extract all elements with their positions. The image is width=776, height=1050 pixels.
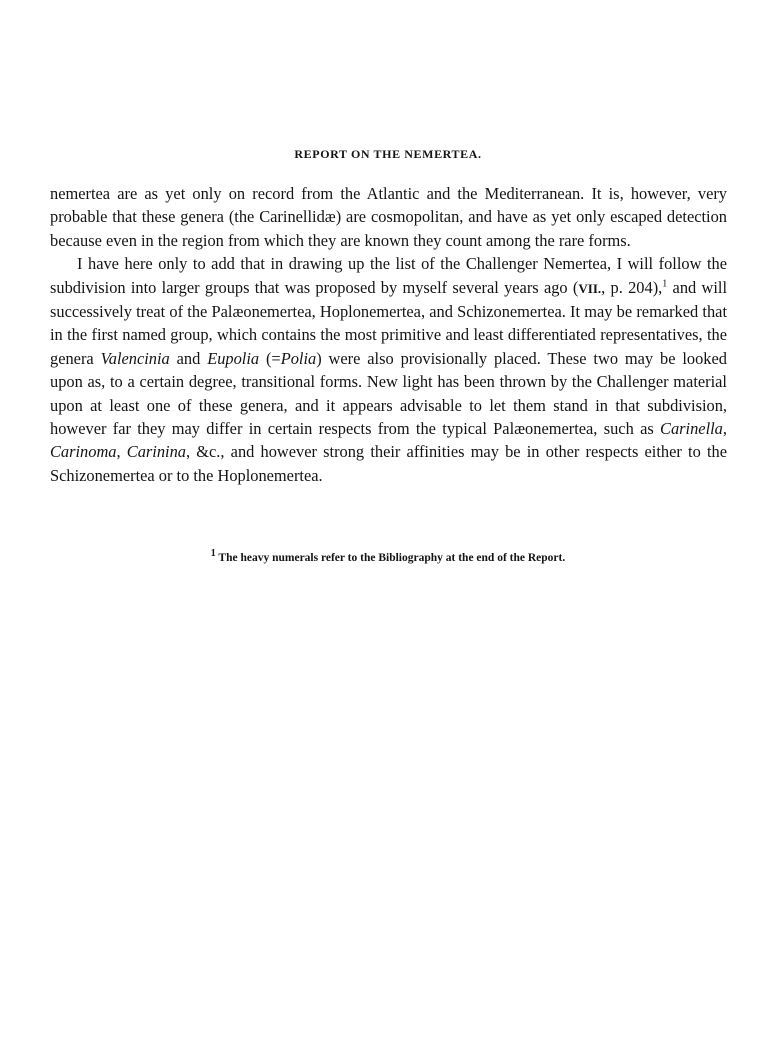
genus-name: Valencinia bbox=[100, 348, 170, 368]
text-run: , p. 204), bbox=[601, 277, 663, 297]
genus-name: Carinina bbox=[126, 442, 186, 462]
paragraph-continuation: nemertea are as yet only on record from the Atlantic and the Mediterranean. It is, however, very probable that these genera (the Carinellidæ) are cosmopolitan, and have as yet only escaped detection because even in the region from which they are known they count among the rare forms. bbox=[50, 184, 727, 250]
text-run: I have here only to add that in drawing up the list of the Challenger Nemertea, I will follow the subdivision into larger groups that was proposed by myself several years ago ( bbox=[50, 254, 727, 297]
text-run: and bbox=[169, 348, 208, 368]
text-run: (= bbox=[259, 348, 281, 368]
paragraph-main bbox=[50, 252, 727, 487]
text-run: and will successively treat of the Palæonemertea, Hoplonemertea, and Schizonemertea. It may be remarked that in the first named group, which contains the most primitive and least differentiated representatives, the genera bbox=[50, 277, 728, 368]
text-run: , &c., and however strong their affinities may be in other respects either to the Schizonemertea or to the Hoplonemertea. bbox=[50, 442, 727, 485]
footnote-number: 1 bbox=[210, 548, 216, 560]
genus-name: Carinoma bbox=[50, 442, 117, 462]
footnote-text: The heavy numerals refer to the Bibliography at the end of the Report. bbox=[215, 552, 566, 564]
body-text bbox=[50, 182, 727, 487]
genus-name: Carinella bbox=[660, 419, 723, 439]
text-run: , bbox=[722, 419, 727, 439]
genus-name: Polia bbox=[280, 348, 317, 368]
genus-name: Eupolia bbox=[207, 348, 260, 368]
text-run: ) were also provisionally placed. These two may be looked upon as, to a certain degree, transitional forms. New light has been thrown by the Challenger material upon at least one of these genera, and it appears advisable to let them stand in that subdivision, however far they may differ in certain respects from the typical Palæonemertea, such as bbox=[50, 348, 727, 439]
text-run: , bbox=[116, 442, 127, 462]
bibliography-reference: VII. bbox=[578, 280, 602, 296]
footnote bbox=[0, 548, 776, 564]
running-head: REPORT ON THE NEMERTEA. bbox=[294, 147, 482, 161]
footnote-marker: 1 bbox=[662, 278, 668, 290]
